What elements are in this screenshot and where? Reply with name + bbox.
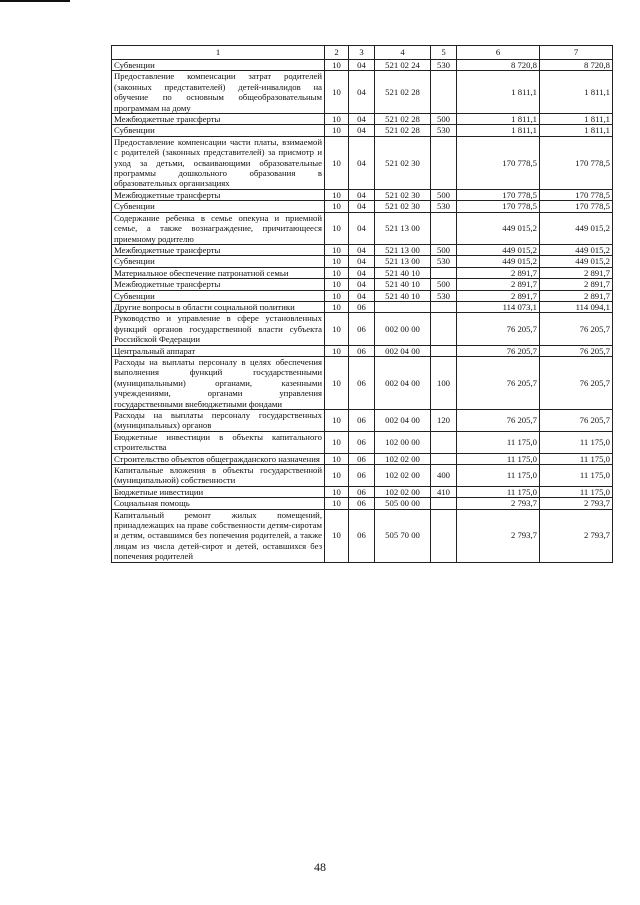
expense-type-code: 500 [431,189,457,200]
section-code: 10 [325,114,349,125]
row-name: Бюджетные инвестиции в объекты капитального строительства [112,431,325,453]
column-header: 3 [349,46,375,60]
amount-2014: 11 175,0 [457,453,540,464]
amount-2014: 114 073,1 [457,301,540,312]
row-name: Бюджетные инвестиции [112,486,325,497]
table-row [112,60,613,71]
row-name: Расходы на выплаты персоналу государственных (муниципальных) органов [112,410,325,432]
amount-2015: 11 175,0 [540,465,613,487]
page-number: 48 [314,860,326,874]
table-row [112,256,613,267]
subsection-code: 06 [349,301,375,312]
row-name: Содержание ребенка в семье опекуна и приемной семье, а также вознаграждение, причитающееся приемному родителю [112,212,325,244]
subsection-code: 06 [349,498,375,509]
subsection-code: 04 [349,267,375,278]
row-name: Материальное обеспечение патронатной семьи [112,267,325,278]
table-row [112,244,613,255]
section-code: 10 [325,125,349,136]
table-row [112,431,613,453]
amount-2015: 1 811,1 [540,125,613,136]
amount-2014: 1 811,1 [457,71,540,114]
section-code: 10 [325,301,349,312]
amount-2015: 2 891,7 [540,267,613,278]
amount-2015: 114 094,1 [540,301,613,312]
expense-type-code [431,212,457,244]
amount-2015: 2 793,7 [540,498,613,509]
amount-2014: 2 793,7 [457,509,540,562]
subsection-code: 04 [349,244,375,255]
row-name: Субвенции [112,256,325,267]
subsection-code: 06 [349,465,375,487]
section-code: 10 [325,465,349,487]
row-name: Руководство и управление в сфере установленных функций органов государственной власти субъекта Российской Федерации [112,313,325,345]
table-row [112,509,613,562]
target-item-code: 521 02 30 [375,189,431,200]
target-item-code: 521 40 10 [375,290,431,301]
subsection-code: 04 [349,201,375,212]
subsection-code: 04 [349,125,375,136]
subsection-code: 04 [349,212,375,244]
table-row [112,125,613,136]
target-item-code: 521 02 28 [375,125,431,136]
table-header-row [112,46,613,60]
amount-2015: 76 205,7 [540,356,613,409]
row-name: Капитальный ремонт жилых помещений, принадлежащих на праве собственности детям-сиротам и детям, оставшимся без попечения родителей, а также лицам из числа детей-сирот и детей, оставшихся без попечения родителей [112,509,325,562]
row-name: Субвенции [112,125,325,136]
table-row [112,212,613,244]
table-row [112,290,613,301]
expense-type-code [431,301,457,312]
table-row [112,136,613,189]
amount-2015: 11 175,0 [540,431,613,453]
subsection-code: 04 [349,279,375,290]
expense-type-code: 400 [431,465,457,487]
section-code: 10 [325,509,349,562]
expense-type-code [431,453,457,464]
expense-type-code: 500 [431,244,457,255]
section-code: 10 [325,201,349,212]
table-row [112,498,613,509]
section-code: 10 [325,267,349,278]
target-item-code: 521 02 28 [375,114,431,125]
subsection-code: 06 [349,431,375,453]
amount-2014: 170 778,5 [457,136,540,189]
amount-2014: 11 175,0 [457,431,540,453]
expense-type-code [431,431,457,453]
target-item-code: 002 04 00 [375,356,431,409]
row-name: Капитальные вложения в объекты государственной (муниципальной) собственности [112,465,325,487]
subsection-code: 04 [349,256,375,267]
amount-2014: 76 205,7 [457,410,540,432]
amount-2015: 449 015,2 [540,212,613,244]
row-name: Строительство объектов общегражданского назначения [112,453,325,464]
section-code: 10 [325,71,349,114]
amount-2015: 2 793,7 [540,509,613,562]
expense-type-code: 530 [431,290,457,301]
amount-2014: 1 811,1 [457,114,540,125]
subsection-code: 04 [349,189,375,200]
section-code: 10 [325,313,349,345]
expense-type-code [431,71,457,114]
amount-2014: 76 205,7 [457,345,540,356]
section-code: 10 [325,136,349,189]
amount-2014: 2 891,7 [457,290,540,301]
target-item-code: 002 04 00 [375,345,431,356]
expense-type-code: 410 [431,486,457,497]
table-row [112,453,613,464]
row-name: Субвенции [112,201,325,212]
expense-type-code [431,267,457,278]
expense-type-code: 500 [431,114,457,125]
row-name: Межбюджетные трансферты [112,279,325,290]
subsection-code: 06 [349,313,375,345]
section-code: 10 [325,212,349,244]
target-item-code: 102 02 00 [375,486,431,497]
target-item-code: 102 02 00 [375,465,431,487]
row-name: Межбюджетные трансферты [112,244,325,255]
section-code: 10 [325,279,349,290]
target-item-code: 521 40 10 [375,279,431,290]
table-row [112,279,613,290]
section-code: 10 [325,345,349,356]
amount-2014: 1 811,1 [457,125,540,136]
target-item-code: 002 04 00 [375,410,431,432]
column-header: 7 [540,46,613,60]
table-row [112,313,613,345]
amount-2014: 449 015,2 [457,256,540,267]
budget-table [111,45,613,563]
section-code: 10 [325,189,349,200]
expense-type-code [431,498,457,509]
target-item-code: 505 70 00 [375,509,431,562]
section-code: 10 [325,244,349,255]
amount-2015: 449 015,2 [540,244,613,255]
expense-type-code [431,313,457,345]
target-item-code: 505 00 00 [375,498,431,509]
amount-2014: 2 793,7 [457,498,540,509]
expense-type-code [431,509,457,562]
amount-2015: 76 205,7 [540,410,613,432]
amount-2015: 1 811,1 [540,114,613,125]
amount-2014: 2 891,7 [457,279,540,290]
row-name: Субвенции [112,290,325,301]
subsection-code: 04 [349,136,375,189]
amount-2015: 170 778,5 [540,189,613,200]
target-item-code: 521 02 30 [375,201,431,212]
amount-2015: 170 778,5 [540,136,613,189]
section-code: 10 [325,60,349,71]
table-row [112,189,613,200]
amount-2015: 11 175,0 [540,453,613,464]
table-row [112,114,613,125]
amount-2014: 11 175,0 [457,486,540,497]
target-item-code: 521 02 28 [375,71,431,114]
subsection-code: 06 [349,410,375,432]
amount-2014: 449 015,2 [457,244,540,255]
amount-2014: 170 778,5 [457,201,540,212]
column-header: 2 [325,46,349,60]
subsection-code: 04 [349,60,375,71]
row-name: Другие вопросы в области социальной политики [112,301,325,312]
subsection-code: 06 [349,453,375,464]
expense-type-code: 120 [431,410,457,432]
section-code: 10 [325,290,349,301]
table-row [112,267,613,278]
target-item-code: 521 13 00 [375,212,431,244]
subsection-code: 06 [349,509,375,562]
expense-type-code: 100 [431,356,457,409]
amount-2015: 449 015,2 [540,256,613,267]
expense-type-code [431,345,457,356]
target-item-code: 521 13 00 [375,244,431,255]
section-code: 10 [325,453,349,464]
target-item-code: 521 40 10 [375,267,431,278]
table-row [112,410,613,432]
row-name: Предоставление компенсации части платы, взимаемой с родителей (законных представителей) за присмотр и уход за детьми, осваивающими образовательные программы дошкольного образования в образовательных организациях [112,136,325,189]
column-header: 4 [375,46,431,60]
column-header: 5 [431,46,457,60]
subsection-code: 06 [349,345,375,356]
top-rule [0,0,70,2]
row-name: Социальная помощь [112,498,325,509]
row-name: Субвенции [112,60,325,71]
target-item-code: 102 02 00 [375,453,431,464]
table-row [112,201,613,212]
expense-type-code: 530 [431,125,457,136]
subsection-code: 06 [349,486,375,497]
row-name: Межбюджетные трансферты [112,189,325,200]
section-code: 10 [325,356,349,409]
amount-2014: 8 720,8 [457,60,540,71]
amount-2015: 1 811,1 [540,71,613,114]
expense-type-code: 530 [431,201,457,212]
target-item-code: 002 00 00 [375,313,431,345]
amount-2014: 76 205,7 [457,313,540,345]
target-item-code: 102 00 00 [375,431,431,453]
amount-2015: 170 778,5 [540,201,613,212]
amount-2015: 76 205,7 [540,313,613,345]
table-row [112,301,613,312]
amount-2015: 11 175,0 [540,486,613,497]
section-code: 10 [325,486,349,497]
section-code: 10 [325,256,349,267]
amount-2015: 76 205,7 [540,345,613,356]
table-row [112,71,613,114]
row-name: Межбюджетные трансферты [112,114,325,125]
row-name: Расходы на выплаты персоналу в целях обеспечения выполнения функций государственными (муниципальными) органами, казенными учреждениями, органами управления государственными внебюджетными фондами [112,356,325,409]
table-row [112,465,613,487]
target-item-code: 521 13 00 [375,256,431,267]
row-name: Предоставление компенсации затрат родителей (законных представителей) детей-инвалидов на обучение по основным общеобразовательным программам на дому [112,71,325,114]
table-row [112,486,613,497]
amount-2014: 170 778,5 [457,189,540,200]
subsection-code: 04 [349,71,375,114]
row-name: Центральный аппарат [112,345,325,356]
amount-2014: 2 891,7 [457,267,540,278]
amount-2015: 2 891,7 [540,290,613,301]
expense-type-code [431,136,457,189]
column-header: 6 [457,46,540,60]
amount-2014: 11 175,0 [457,465,540,487]
section-code: 10 [325,410,349,432]
amount-2014: 449 015,2 [457,212,540,244]
subsection-code: 04 [349,114,375,125]
table-row [112,345,613,356]
amount-2015: 8 720,8 [540,60,613,71]
amount-2014: 76 205,7 [457,356,540,409]
target-item-code [375,301,431,312]
target-item-code: 521 02 30 [375,136,431,189]
expense-type-code: 530 [431,60,457,71]
subsection-code: 06 [349,356,375,409]
table-row [112,356,613,409]
section-code: 10 [325,431,349,453]
column-header: 1 [112,46,325,60]
expense-type-code: 530 [431,256,457,267]
section-code: 10 [325,498,349,509]
expense-type-code: 500 [431,279,457,290]
amount-2015: 2 891,7 [540,279,613,290]
subsection-code: 04 [349,290,375,301]
target-item-code: 521 02 24 [375,60,431,71]
